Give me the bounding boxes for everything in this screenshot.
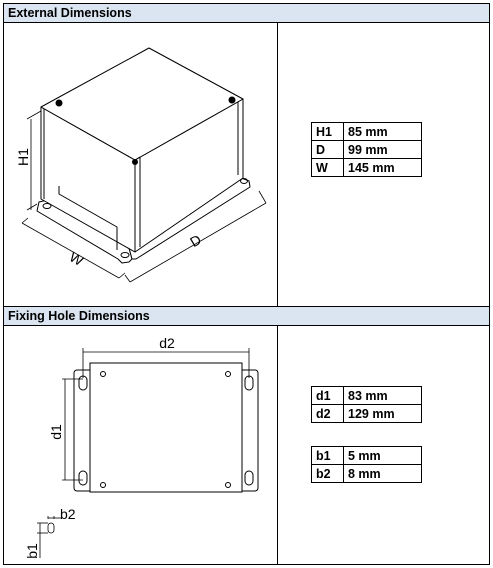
top-hole-left <box>56 100 62 106</box>
dimension-value: 129 mm <box>344 405 422 423</box>
table-row <box>312 159 422 177</box>
table-row <box>312 387 422 405</box>
d1-dimension-label: d1 <box>48 424 64 440</box>
b1-dimension-label: b1 <box>24 543 40 559</box>
table-row <box>312 447 422 465</box>
d2-dimension-label: d2 <box>159 335 175 351</box>
column-divider-bottom <box>277 326 278 565</box>
table-row <box>312 405 422 423</box>
b2-dimension-label: b2 <box>60 506 76 522</box>
fixing-hole-drawing <box>4 326 277 565</box>
w-dimension-label: W <box>66 248 87 269</box>
slot-detail <box>48 523 54 533</box>
top-hole-right <box>229 97 235 103</box>
table-row <box>312 465 422 483</box>
dimension-key: d2 <box>312 405 344 423</box>
dimension-key: b1 <box>312 447 344 465</box>
right-flange <box>240 370 258 491</box>
dimension-key: d1 <box>312 387 344 405</box>
table-row <box>312 141 422 159</box>
top-hole-front <box>133 160 138 165</box>
fixing-b-table <box>311 446 422 483</box>
dimension-value: 5 mm <box>344 447 422 465</box>
h1-dimension-label: H1 <box>15 148 31 166</box>
table-row <box>312 123 422 141</box>
external-dimensions-table <box>311 122 422 177</box>
dimension-key: H1 <box>312 123 344 141</box>
left-flange <box>74 370 92 491</box>
fixing-d-table <box>311 386 422 423</box>
dimension-value: 99 mm <box>344 141 422 159</box>
d-dimension-label: D <box>187 231 204 251</box>
dimension-key: D <box>312 141 344 159</box>
external-dimensions-title: External Dimensions <box>8 6 132 20</box>
enclosure-body-outline <box>90 363 242 492</box>
dimension-key: W <box>312 159 344 177</box>
fixing-hole-dimensions-header <box>4 307 489 326</box>
column-divider-top <box>277 23 278 307</box>
dimension-value: 85 mm <box>344 123 422 141</box>
enclosure-isometric-drawing <box>4 23 277 306</box>
dimensions-sheet <box>3 3 490 565</box>
dimension-value: 83 mm <box>344 387 422 405</box>
dimension-value: 145 mm <box>344 159 422 177</box>
fixing-hole-dimensions-title: Fixing Hole Dimensions <box>8 309 150 323</box>
dimension-value: 8 mm <box>344 465 422 483</box>
external-dimensions-header <box>4 4 489 23</box>
dimension-key: b2 <box>312 465 344 483</box>
